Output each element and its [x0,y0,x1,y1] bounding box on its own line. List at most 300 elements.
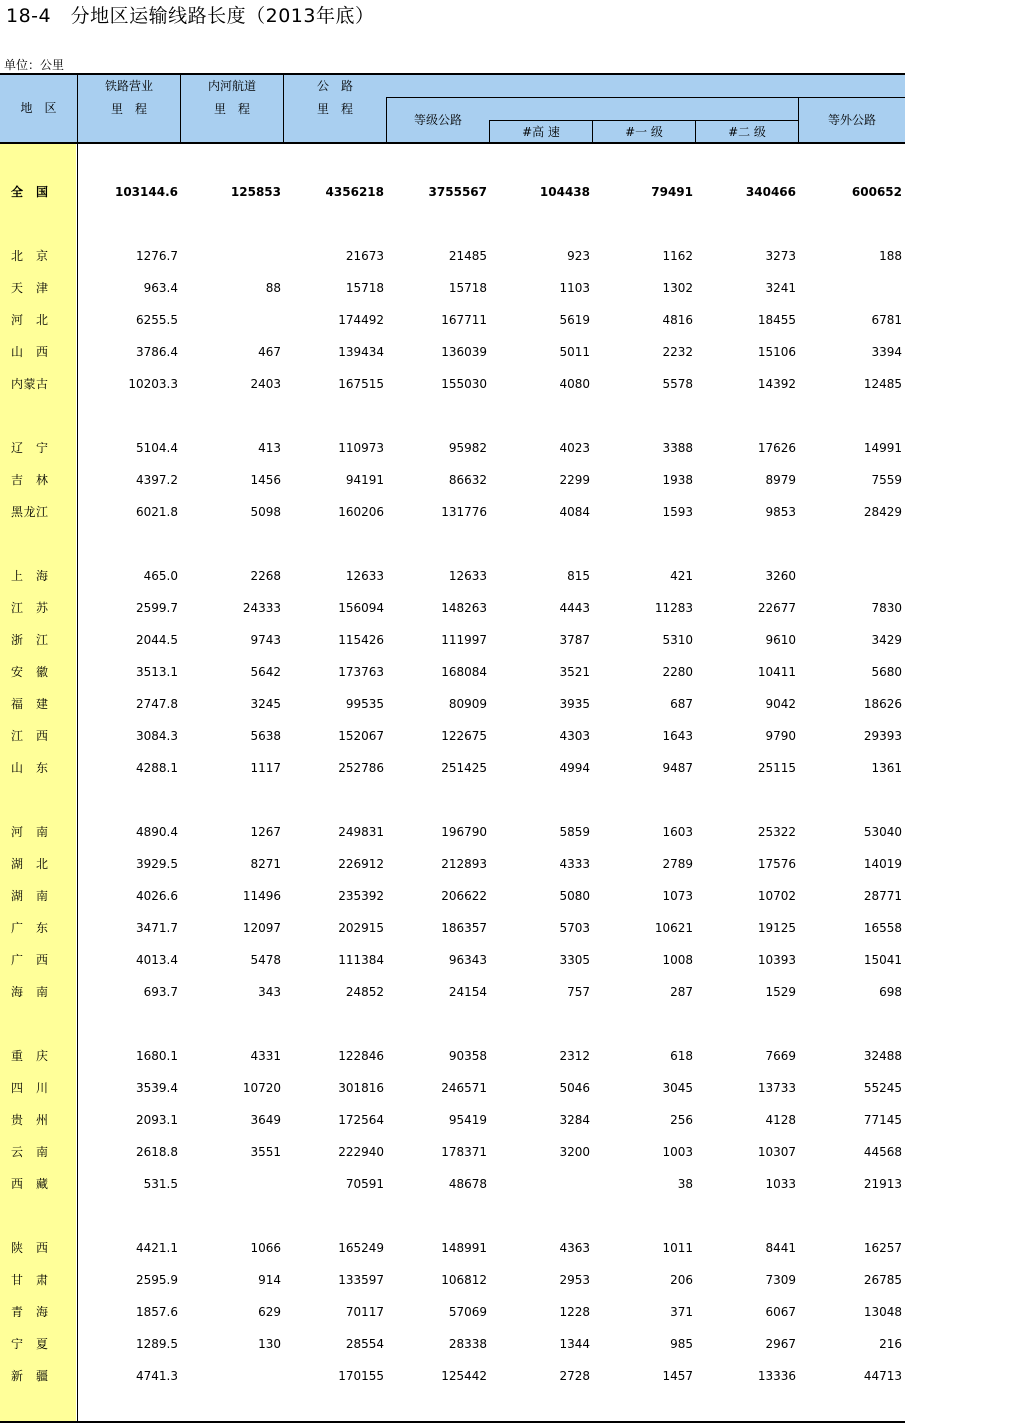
graded-highway-cell: 168084 [441,665,487,679]
expressway-cell: 5046 [559,1081,590,1095]
table-row [0,632,905,648]
graded-highway-cell: 95419 [448,1113,487,1127]
table-row [0,760,905,776]
class1-highway-cell: 2232 [662,345,693,359]
railway-length-cell: 6021.8 [136,505,178,519]
table-row [0,344,905,360]
waterway-length-cell: 8271 [250,857,281,871]
expressway-cell: 3935 [559,697,590,711]
expressway-cell: 4080 [559,377,590,391]
graded-highway-cell: 148263 [441,601,487,615]
ungraded-highway-cell: 188 [879,249,902,263]
railway-length-cell: 5104.4 [136,441,178,455]
waterway-length-cell: 467 [258,345,281,359]
ungraded-highway-cell: 7830 [871,601,902,615]
header-graded-rule [387,97,905,98]
railway-length-cell: 10203.3 [128,377,178,391]
class2-highway-cell: 17576 [757,857,796,871]
graded-highway-cell: 12633 [448,569,487,583]
waterway-length-cell: 24333 [242,601,281,615]
class1-highway-cell: 5578 [662,377,693,391]
ungraded-highway-cell: 12485 [863,377,902,391]
class1-highway-cell: 1162 [662,249,693,263]
ungraded-highway-cell: 28429 [863,505,902,519]
unit-label: 单位：公里 [4,58,65,72]
highway-length-cell: 156094 [338,601,384,615]
expressway-cell: 5619 [559,313,590,327]
highway-length-cell: 12633 [345,569,384,583]
region-name: 广 西 [11,953,49,967]
class2-highway-cell: 10411 [757,665,796,679]
waterway-length-cell: 629 [258,1305,281,1319]
table-row [0,312,905,328]
header-class1: #一 级 [625,125,663,139]
class2-highway-cell: 25115 [757,761,796,775]
highway-length-cell: 133597 [338,1273,384,1287]
table-row [0,696,905,712]
region-name: 吉 林 [11,473,49,487]
expressway-cell: 923 [567,249,590,263]
graded-highway-cell: 96343 [448,953,487,967]
railway-length-cell: 1857.6 [136,1305,178,1319]
class2-highway-cell: 13733 [757,1081,796,1095]
table-bottom-rule [0,1421,905,1423]
region-name: 河 北 [11,313,49,327]
highway-length-cell: 170155 [338,1369,384,1383]
class2-highway-cell: 17626 [757,441,796,455]
table-row [0,376,905,392]
table-row [0,952,905,968]
waterway-length-cell: 5638 [250,729,281,743]
ungraded-highway-cell: 14991 [863,441,902,455]
waterway-length-cell: 11496 [242,889,281,903]
railway-length-cell: 3471.7 [136,921,178,935]
highway-length-cell: 4356218 [325,185,384,199]
table-row [0,1304,905,1320]
class1-highway-cell: 9487 [662,761,693,775]
waterway-length-cell: 4331 [250,1049,281,1063]
table-row [0,280,905,296]
railway-length-cell: 531.5 [143,1177,178,1191]
class2-highway-cell: 7669 [765,1049,796,1063]
region-name: 新 疆 [11,1369,49,1383]
railway-length-cell: 4421.1 [136,1241,178,1255]
waterway-length-cell: 5642 [250,665,281,679]
table-row [0,888,905,904]
railway-length-cell: 2044.5 [136,633,178,647]
header-waterway-line2: 里 程 [213,102,250,116]
ungraded-highway-cell: 21913 [863,1177,902,1191]
graded-highway-cell: 186357 [441,921,487,935]
graded-highway-cell: 24154 [448,985,487,999]
region-name: 河 南 [11,825,49,839]
ungraded-highway-cell: 29393 [863,729,902,743]
table-row [0,728,905,744]
highway-length-cell: 249831 [338,825,384,839]
expressway-cell: 2299 [559,473,590,487]
waterway-length-cell: 3245 [250,697,281,711]
class2-highway-cell: 3260 [765,569,796,583]
region-name: 西 藏 [11,1177,49,1191]
class1-highway-cell: 1457 [662,1369,693,1383]
region-name: 海 南 [11,985,49,999]
railway-length-cell: 4288.1 [136,761,178,775]
ungraded-highway-cell: 55245 [863,1081,902,1095]
graded-highway-cell: 122675 [441,729,487,743]
railway-length-cell: 1680.1 [136,1049,178,1063]
table-row-total [0,184,905,200]
expressway-cell: 4443 [559,601,590,615]
class2-highway-cell: 1529 [765,985,796,999]
expressway-cell: 5859 [559,825,590,839]
class2-highway-cell: 13336 [757,1369,796,1383]
class1-highway-cell: 2280 [662,665,693,679]
region-name: 上 海 [11,569,49,583]
class2-highway-cell: 8441 [765,1241,796,1255]
class2-highway-cell: 15106 [757,345,796,359]
header-waterway-line1: 内河航道 [207,79,256,93]
header-highway-line2: 里 程 [316,102,353,116]
highway-length-cell: 222940 [338,1145,384,1159]
table-row [0,1336,905,1352]
waterway-length-cell: 3551 [250,1145,281,1159]
table-row [0,1048,905,1064]
expressway-cell: 4994 [559,761,590,775]
railway-length-cell: 2599.7 [136,601,178,615]
railway-length-cell: 3539.4 [136,1081,178,1095]
highway-length-cell: 15718 [345,281,384,295]
railway-length-cell: 465.0 [143,569,178,583]
class1-highway-cell: 3388 [662,441,693,455]
region-name: 陕 西 [11,1241,49,1255]
expressway-cell: 3200 [559,1145,590,1159]
graded-highway-cell: 125442 [441,1369,487,1383]
class2-highway-cell: 8979 [765,473,796,487]
class1-highway-cell: 3045 [662,1081,693,1095]
region-name: 黑龙江 [11,505,49,519]
table-row [0,1272,905,1288]
graded-highway-cell: 106812 [441,1273,487,1287]
class1-highway-cell: 206 [670,1273,693,1287]
graded-highway-cell: 21485 [448,249,487,263]
railway-length-cell: 4026.6 [136,889,178,903]
highway-length-cell: 167515 [338,377,384,391]
highway-length-cell: 70591 [345,1177,384,1191]
class2-highway-cell: 1033 [765,1177,796,1191]
class2-highway-cell: 25322 [757,825,796,839]
region-name: 内蒙古 [11,377,49,391]
class1-highway-cell: 5310 [662,633,693,647]
highway-length-cell: 122846 [338,1049,384,1063]
header-highway-line1: 公 路 [316,79,353,93]
graded-highway-cell: 246571 [441,1081,487,1095]
railway-length-cell: 4741.3 [136,1369,178,1383]
region-column-bg [0,143,76,1422]
expressway-cell: 1228 [559,1305,590,1319]
railway-length-cell: 2618.8 [136,1145,178,1159]
region-name: 天 津 [11,281,49,295]
highway-length-cell: 174492 [338,313,384,327]
header-ungraded: 等外公路 [827,113,876,127]
waterway-length-cell: 3649 [250,1113,281,1127]
class2-highway-cell: 9790 [765,729,796,743]
railway-length-cell: 6255.5 [136,313,178,327]
class1-highway-cell: 1008 [662,953,693,967]
ungraded-highway-cell: 14019 [863,857,902,871]
graded-highway-cell: 80909 [448,697,487,711]
ungraded-highway-cell: 6781 [871,313,902,327]
ungraded-highway-cell: 16558 [863,921,902,935]
class2-highway-cell: 14392 [757,377,796,391]
region-name: 安 徽 [11,665,49,679]
highway-length-cell: 165249 [338,1241,384,1255]
class1-highway-cell: 256 [670,1113,693,1127]
header-railway-line1: 铁路营业 [104,79,153,93]
waterway-length-cell: 5098 [250,505,281,519]
region-name: 山 东 [11,761,49,775]
class1-highway-cell: 1302 [662,281,693,295]
waterway-length-cell: 2403 [250,377,281,391]
ungraded-highway-cell: 44568 [863,1145,902,1159]
expressway-cell: 4303 [559,729,590,743]
railway-length-cell: 3786.4 [136,345,178,359]
ungraded-highway-cell: 18626 [863,697,902,711]
ungraded-highway-cell: 16257 [863,1241,902,1255]
railway-length-cell: 2093.1 [136,1113,178,1127]
class1-highway-cell: 1003 [662,1145,693,1159]
railway-length-cell: 2747.8 [136,697,178,711]
class1-highway-cell: 985 [670,1337,693,1351]
expressway-cell: 3284 [559,1113,590,1127]
waterway-length-cell: 130 [258,1337,281,1351]
highway-length-cell: 173763 [338,665,384,679]
region-name: 江 西 [11,729,49,743]
graded-highway-cell: 28338 [448,1337,487,1351]
class1-highway-cell: 371 [670,1305,693,1319]
highway-length-cell: 152067 [338,729,384,743]
class1-highway-cell: 10621 [654,921,693,935]
class2-highway-cell: 9042 [765,697,796,711]
table-row [0,984,905,1000]
ungraded-highway-cell: 32488 [863,1049,902,1063]
ungraded-highway-cell: 1361 [871,761,902,775]
region-name: 四 川 [11,1081,49,1095]
graded-highway-cell: 167711 [441,313,487,327]
expressway-cell: 2312 [559,1049,590,1063]
graded-highway-cell: 131776 [441,505,487,519]
waterway-length-cell: 88 [265,281,281,295]
expressway-cell: 3521 [559,665,590,679]
class2-highway-cell: 4128 [765,1113,796,1127]
region-column-rule [77,143,78,1422]
expressway-cell: 4084 [559,505,590,519]
waterway-length-cell: 2268 [250,569,281,583]
ungraded-highway-cell: 26785 [863,1273,902,1287]
class1-highway-cell: 4816 [662,313,693,327]
region-name: 贵 州 [11,1113,49,1127]
table-row [0,600,905,616]
highway-length-cell: 139434 [338,345,384,359]
ungraded-highway-cell: 44713 [863,1369,902,1383]
header-railway-line2: 里 程 [110,102,147,116]
ungraded-highway-cell: 77145 [863,1113,902,1127]
highway-length-cell: 110973 [338,441,384,455]
header-bottom-rule [0,142,905,144]
ungraded-highway-cell: 3429 [871,633,902,647]
graded-highway-cell: 212893 [441,857,487,871]
highway-length-cell: 115426 [338,633,384,647]
region-name: 甘 肃 [11,1273,49,1287]
expressway-cell: 5011 [559,345,590,359]
ungraded-highway-cell: 13048 [863,1305,902,1319]
waterway-length-cell: 10720 [242,1081,281,1095]
highway-length-cell: 94191 [345,473,384,487]
graded-highway-cell: 148991 [441,1241,487,1255]
expressway-cell: 104438 [539,185,590,199]
highway-length-cell: 28554 [345,1337,384,1351]
waterway-length-cell: 12097 [242,921,281,935]
highway-length-cell: 301816 [338,1081,384,1095]
class1-highway-cell: 1593 [662,505,693,519]
graded-highway-cell: 48678 [448,1177,487,1191]
table-row [0,1112,905,1128]
class1-highway-cell: 1073 [662,889,693,903]
header-sub-rule [490,120,798,121]
graded-highway-cell: 86632 [448,473,487,487]
header-region: 地 区 [20,101,57,115]
waterway-length-cell: 343 [258,985,281,999]
header-graded: 等级公路 [413,113,462,127]
region-name: 重 庆 [11,1049,49,1063]
waterway-length-cell: 125853 [230,185,281,199]
highway-length-cell: 172564 [338,1113,384,1127]
expressway-cell: 4023 [559,441,590,455]
region-name: 福 建 [11,697,49,711]
railway-length-cell: 103144.6 [114,185,178,199]
class1-highway-cell: 687 [670,697,693,711]
railway-length-cell: 1276.7 [136,249,178,263]
highway-length-cell: 99535 [345,697,384,711]
table-row [0,248,905,264]
graded-highway-cell: 95982 [448,441,487,455]
highway-length-cell: 235392 [338,889,384,903]
railway-length-cell: 3084.3 [136,729,178,743]
class1-highway-cell: 2789 [662,857,693,871]
table-row [0,1144,905,1160]
waterway-length-cell: 1066 [250,1241,281,1255]
table-row [0,1176,905,1192]
graded-highway-cell: 136039 [441,345,487,359]
table-row [0,1368,905,1384]
class2-highway-cell: 9853 [765,505,796,519]
class2-highway-cell: 7309 [765,1273,796,1287]
header-expressway: #高 速 [522,125,560,139]
graded-highway-cell: 155030 [441,377,487,391]
class2-highway-cell: 19125 [757,921,796,935]
class1-highway-cell: 421 [670,569,693,583]
waterway-length-cell: 5478 [250,953,281,967]
waterway-length-cell: 1117 [250,761,281,775]
highway-length-cell: 252786 [338,761,384,775]
highway-length-cell: 111384 [338,953,384,967]
graded-highway-cell: 3755567 [428,185,487,199]
table-row [0,440,905,456]
region-name: 湖 南 [11,889,49,903]
ungraded-highway-cell: 3394 [871,345,902,359]
railway-length-cell: 3929.5 [136,857,178,871]
railway-length-cell: 3513.1 [136,665,178,679]
region-name: 青 海 [11,1305,49,1319]
expressway-cell: 757 [567,985,590,999]
region-name: 广 东 [11,921,49,935]
class2-highway-cell: 22677 [757,601,796,615]
graded-highway-cell: 57069 [448,1305,487,1319]
class1-highway-cell: 38 [677,1177,693,1191]
table-row [0,1080,905,1096]
expressway-cell: 4333 [559,857,590,871]
ungraded-highway-cell: 28771 [863,889,902,903]
region-name: 云 南 [11,1145,49,1159]
highway-length-cell: 70117 [345,1305,384,1319]
ungraded-highway-cell: 698 [879,985,902,999]
expressway-cell: 5080 [559,889,590,903]
expressway-cell: 4363 [559,1241,590,1255]
table-row [0,856,905,872]
ungraded-highway-cell: 53040 [863,825,902,839]
railway-length-cell: 4890.4 [136,825,178,839]
highway-length-cell: 24852 [345,985,384,999]
railway-length-cell: 963.4 [143,281,178,295]
graded-highway-cell: 15718 [448,281,487,295]
class2-highway-cell: 3273 [765,249,796,263]
graded-highway-cell: 196790 [441,825,487,839]
waterway-length-cell: 1456 [250,473,281,487]
graded-highway-cell: 111997 [441,633,487,647]
railway-length-cell: 693.7 [143,985,178,999]
table-row [0,664,905,680]
highway-length-cell: 160206 [338,505,384,519]
class1-highway-cell: 1603 [662,825,693,839]
region-name: 江 苏 [11,601,49,615]
railway-length-cell: 4013.4 [136,953,178,967]
class1-highway-cell: 1643 [662,729,693,743]
expressway-cell: 815 [567,569,590,583]
highway-length-cell: 202915 [338,921,384,935]
railway-length-cell: 4397.2 [136,473,178,487]
class2-highway-cell: 6067 [765,1305,796,1319]
table-row [0,1240,905,1256]
class1-highway-cell: 79491 [651,185,693,199]
class1-highway-cell: 618 [670,1049,693,1063]
region-name: 湖 北 [11,857,49,871]
region-name: 宁 夏 [11,1337,49,1351]
expressway-cell: 5703 [559,921,590,935]
table-row [0,472,905,488]
ungraded-highway-cell: 15041 [863,953,902,967]
expressway-cell: 1344 [559,1337,590,1351]
expressway-cell: 3787 [559,633,590,647]
class2-highway-cell: 3241 [765,281,796,295]
class2-highway-cell: 10307 [757,1145,796,1159]
class2-highway-cell: 10393 [757,953,796,967]
table-row [0,824,905,840]
waterway-length-cell: 1267 [250,825,281,839]
class2-highway-cell: 340466 [745,185,796,199]
header-top-rule [0,73,905,75]
class1-highway-cell: 1938 [662,473,693,487]
class1-highway-cell: 11283 [654,601,693,615]
region-name: 北 京 [11,249,49,263]
